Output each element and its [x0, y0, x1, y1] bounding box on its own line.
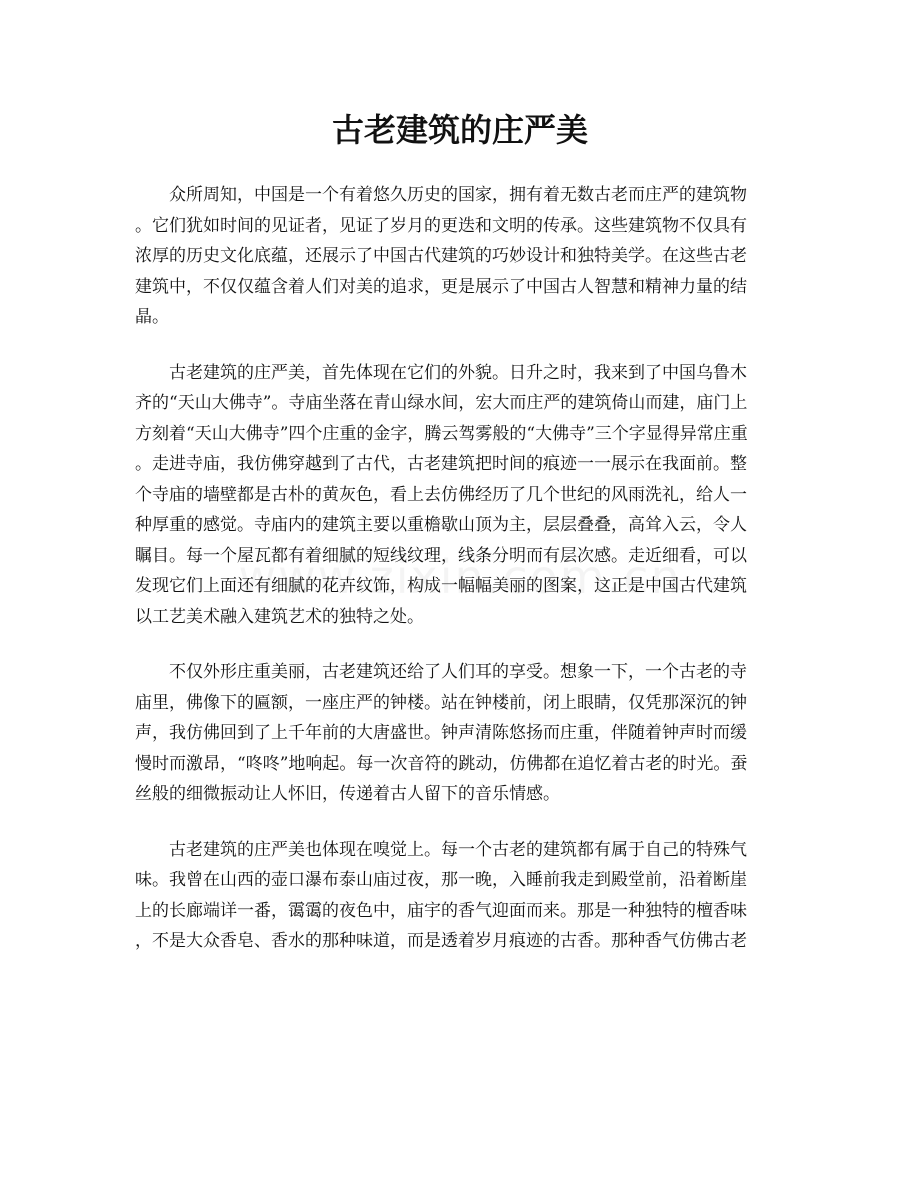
paragraph-line: 瞩目。每一个屋瓦都有着细腻的短线纹理，线条分明而有层次感。走近细看，可以 [135, 545, 747, 566]
paragraph-line: 。它们犹如时间的见证者，见证了岁月的更迭和文明的传承。这些建筑物不仅具有 [135, 215, 747, 236]
paragraph-line: 建筑中，不仅仅蕴含着人们对美的追求，更是展示了中国古人智慧和精神力量的结 [135, 276, 747, 297]
paragraph-3 [135, 657, 785, 810]
paragraph-line: 晶。 [135, 307, 169, 327]
paragraph-line: 众所周知，中国是一个有着悠久历史的国家，拥有着无数古老而庄严的建筑物 [169, 185, 747, 205]
document-body [135, 180, 785, 982]
paragraph-line: 味。我曾在山西的壶口瀑布泰山庙过夜，那一晚，入睡前我走到殿堂前，沿着断崖 [135, 870, 747, 890]
paragraph-line: 以工艺美术融入建筑艺术的独特之处。 [135, 606, 424, 627]
paragraph-2 [135, 358, 785, 633]
paragraph-line: 个寺庙的墙壁都是古朴的黄灰色，看上去仿佛经历了几个世纪的风雨洗礼，给人一 [135, 484, 747, 505]
paragraph-line: ，不是大众香皂、香水的那种味道，而是透着岁月痕迹的古香。那种香气仿佛古老 [135, 931, 747, 951]
paragraph-line: 古老建筑的庄严美也体现在嗅觉上。每一个古老的建筑都有属于自己的特殊气 [169, 839, 747, 860]
paragraph-1 [135, 180, 785, 333]
paragraph-line: 发现它们上面还有细腻的花卉纹饰，构成一幅幅美丽的图案，这正是中国古代建筑 [135, 576, 747, 596]
paragraph-line: 。走进寺庙，我仿佛穿越到了古代，古老建筑把时间的痕迹一一展示在我面前。整 [135, 454, 747, 474]
paragraph-line: 丝般的细微振动让人怀旧，传递着古人留下的音乐情感。 [135, 784, 560, 804]
paragraph-line: 古老建筑的庄严美，首先体现在它们的外貌。日升之时，我来到了中国乌鲁木 [169, 362, 747, 383]
paragraph-4 [135, 835, 785, 957]
paragraph-line: 上的长廊端详一番，霭霭的夜色中，庙宇的香气迎面而来。那是一种独特的檀香味 [135, 900, 747, 921]
paragraph-line: 种厚重的感觉。寺庙内的建筑主要以重檐歇山顶为主，层层叠叠，高耸入云，令人 [135, 515, 747, 535]
paragraph-line: 庙里，佛像下的匾额，一座庄严的钟楼。站在钟楼前，闭上眼睛，仅凭那深沉的钟 [135, 692, 747, 713]
paragraph-line: 声，我仿佛回到了上千年前的大唐盛世。钟声清陈悠扬而庄重，伴随着钟声时而缓 [135, 723, 747, 743]
paragraph-line: 方刻着“天山大佛寺”四个庄重的金字，腾云驾雾般的“大佛寺”三个字显得异常庄重 [135, 423, 748, 444]
paragraph-line: 浓厚的历史文化底蕴，还展示了中国古代建筑的巧妙设计和独特美学。在这些古老 [135, 246, 747, 266]
paragraph-line: 齐的“天山大佛寺”。寺庙坐落在青山绿水间，宏大而庄严的建筑倚山而建，庙门上 [135, 393, 748, 413]
page-title: 古老建筑的庄严美 [331, 111, 588, 149]
paragraph-line: 不仅外形庄重美丽，古老建筑还给了人们耳的享受。想象一下，一个古老的寺 [169, 662, 747, 682]
paragraph-line: 慢时而激昂，“咚咚”地响起。每一次音符的跳动，仿佛都在追忆着古老的时光。蚕 [135, 753, 748, 774]
